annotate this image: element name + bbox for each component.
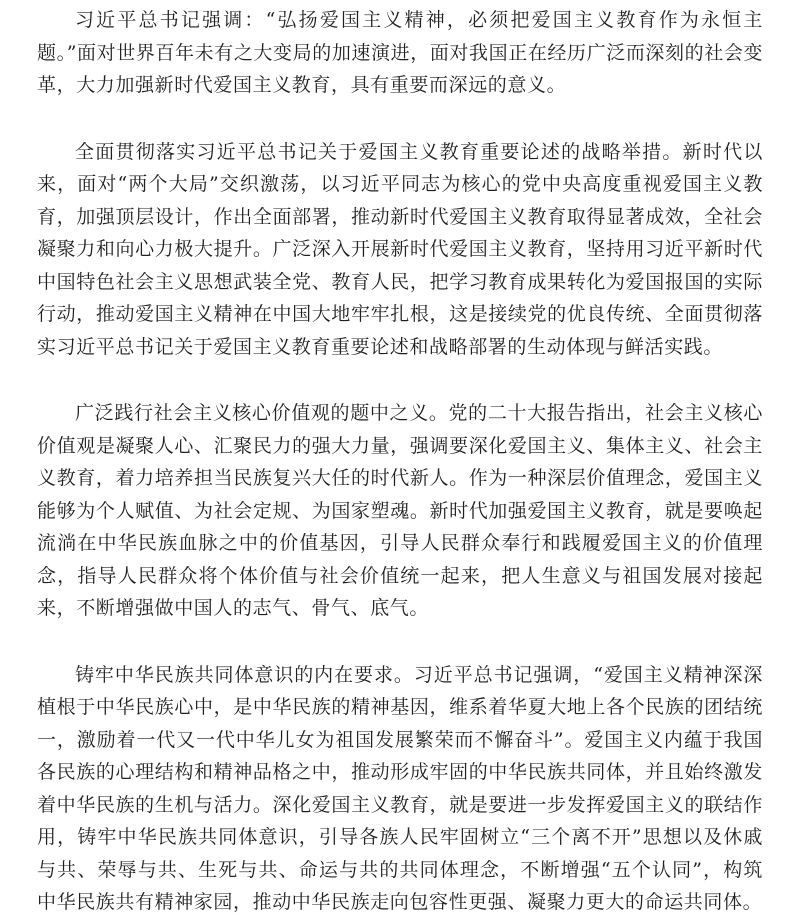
paragraph-intro: 习近平总书记强调：“弘扬爱国主义精神，必须把爱国主义教育作为永恒主题。”面对世界百年未有之大变局的加速演进，面对我国正在经历广泛而深刻的社会变革，大力加强新时代爱国主义教育，具有重要而深远的意义。: [37, 9, 764, 96]
paragraph-core-values: 广泛践行社会主义核心价值观的题中之义。党的二十大报告指出，社会主义核心价值观是凝聚人心、汇聚民力的强大力量，强调要深化爱国主义、集体主义、社会主义教育，着力培养担当民族复兴大任的时代新人。作为一种深层价值理念，爱国主义能够为个人赋值、为社会定规、为国家塑魂。新时代加强爱国主义教育，就是要唤起流淌在中华民族血脉之中的价值基因，引导人民群众奉行和践履爱国主义的价值理念，指导人民群众将个体价值与社会价值统一起来，把人生意义与祖国发展对接起来，不断增强做中国人的志气、骨气、底气。: [37, 402, 763, 619]
paragraph-strategic-measure: 全面贯彻落实习近平总书记关于爱国主义教育重要论述的战略举措。新时代以来，面对“两个大局”交织激荡，以习近平同志为核心的党中央高度重视爱国主义教育，加强顶层设计，作出全面部署，推动新时代爱国主义教育取得显著成效，全社会凝聚力和向心力极大提升。广泛深入开展新时代爱国主义教育，坚持用习近平新时代中国特色社会主义思想武装全党、教育人民，把学习教育成果转化为爱国报国的实际行动，推动爱国主义精神在中国大地牢牢扎根，这是接续党的优良传统、全面贯彻落实习近平总书记关于爱国主义教育重要论述和战略部署的生动体现与鲜活实践。: [37, 140, 763, 358]
paragraph-national-community: 铸牢中华民族共同体意识的内在要求。习近平总书记强调，“爱国主义精神深深植根于中华民族心中，是中华民族的精神基因，维系着华夏大地上各个民族的团结统一，激励着一代又一代中华儿女为祖国发展繁荣而不懈奋斗”。爱国主义内蕴于我国各民族的心理结构和精神品格之中，推动形成牢固的中华民族共同体，并且始终激发着中华民族的生机与活力。深化爱国主义教育，就是要进一步发挥爱国主义的联结作用，铸牢中华民族共同体意识，引导各族人民牢固树立“三个离不开”思想以及休戚与共、荣辱与共、生死与共、命运与共的共同体理念，不断增强“五个认同”，构筑中华民族共有精神家园，推动中华民族走向包容性更强、凝聚力更大的命运共同体。: [37, 663, 763, 913]
